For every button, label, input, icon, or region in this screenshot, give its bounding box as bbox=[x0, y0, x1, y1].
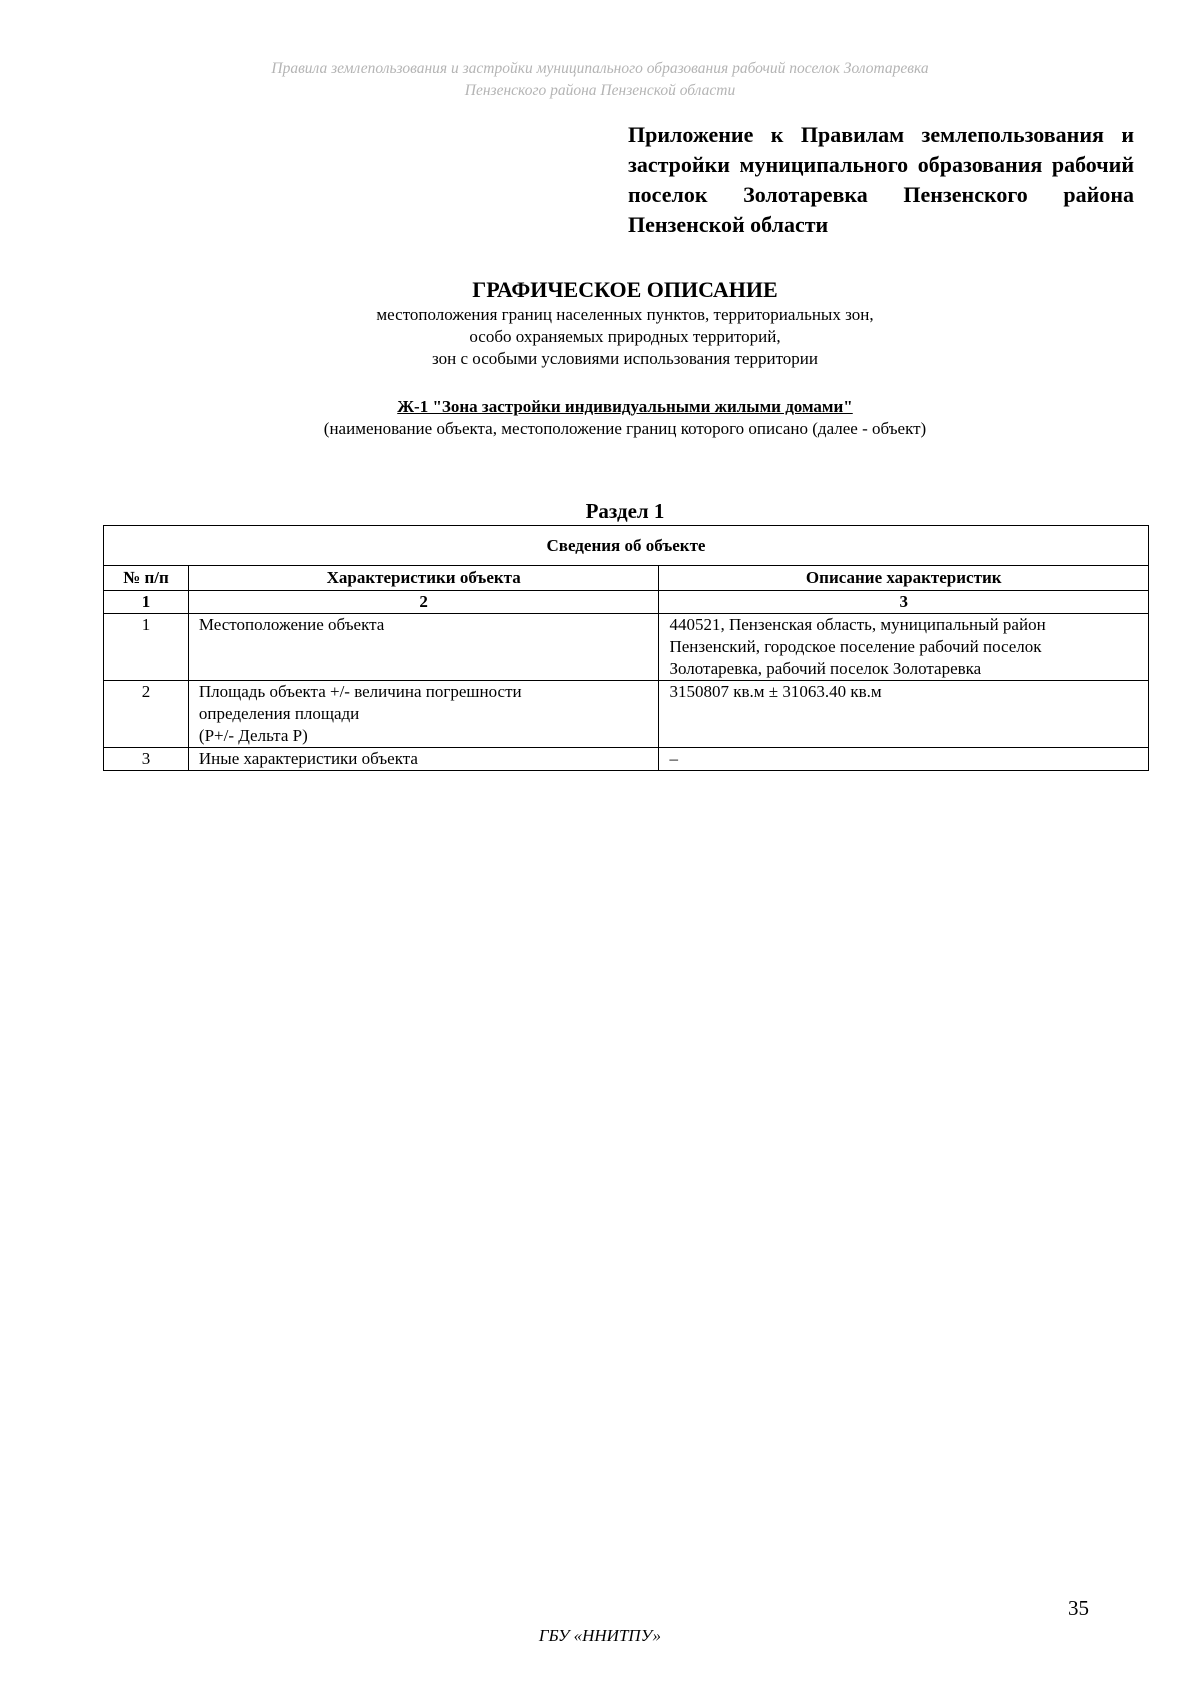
title-block bbox=[0, 276, 1200, 370]
running-header-line-1: Правила землепользования и застройки муниципального образования рабочий поселок Золотаревка bbox=[271, 60, 929, 77]
table-header-row bbox=[104, 566, 1149, 591]
table-column-number-row bbox=[104, 591, 1149, 614]
table-row bbox=[104, 681, 1149, 748]
characteristic-line: Площадь объекта +/- величина погрешности bbox=[198, 682, 522, 701]
characteristic-line: (P+/- Дельта P) bbox=[198, 726, 308, 745]
description-line: 3150807 кв.м ± 31063.40 кв.м bbox=[669, 682, 882, 701]
subtitle-line-3: зон с особыми условиями использования территории bbox=[432, 349, 818, 368]
object-note: (наименование объекта, местоположение границ которого описано (далее - объект) bbox=[323, 419, 927, 438]
column-number-1: 1 bbox=[104, 591, 189, 614]
table-caption: Сведения об объекте bbox=[104, 526, 1149, 566]
footer-organization: ГБУ «ННИТПУ» bbox=[538, 1626, 662, 1645]
section-title: Раздел 1 bbox=[585, 499, 665, 523]
table-row bbox=[104, 614, 1149, 681]
object-block bbox=[0, 396, 1200, 440]
header-cell-description: Описание характеристик bbox=[659, 566, 1149, 591]
subtitle-line-2: особо охраняемых природных территорий, bbox=[469, 327, 781, 346]
characteristic-line: определения площади bbox=[198, 704, 360, 723]
running-header bbox=[0, 58, 1200, 102]
row-characteristic bbox=[188, 614, 659, 681]
header-cell-characteristic: Характеристики объекта bbox=[188, 566, 659, 591]
characteristic-line: Иные характеристики объекта bbox=[198, 749, 418, 768]
row-number: 2 bbox=[104, 681, 189, 748]
running-header-line-2: Пензенского района Пензенской области bbox=[464, 82, 736, 99]
description-line: – bbox=[669, 749, 678, 768]
table-row bbox=[104, 748, 1149, 771]
row-description bbox=[659, 614, 1149, 681]
object-info-table bbox=[103, 525, 1149, 771]
row-description bbox=[659, 748, 1149, 771]
header-cell-number: № п/п bbox=[104, 566, 189, 591]
row-characteristic bbox=[188, 681, 659, 748]
page-number: 35 bbox=[1068, 1596, 1089, 1620]
appendix-note: Приложение к Правилам землепользования и застройки муниципального образования рабочий поселок Золотаревка Пензенского района Пензенской области bbox=[628, 122, 1134, 237]
description-line: Пензенский, городское поселение рабочий поселок bbox=[669, 637, 1042, 656]
column-number-3: 3 bbox=[659, 591, 1149, 614]
document-title: ГРАФИЧЕСКОЕ ОПИСАНИЕ bbox=[472, 277, 778, 302]
row-description bbox=[659, 681, 1149, 748]
table-caption-row bbox=[104, 526, 1149, 566]
row-number: 1 bbox=[104, 614, 189, 681]
row-number: 3 bbox=[104, 748, 189, 771]
column-number-2: 2 bbox=[188, 591, 659, 614]
row-characteristic bbox=[188, 748, 659, 771]
description-line: Золотаревка, рабочий поселок Золотаревка bbox=[669, 659, 982, 678]
characteristic-line: Местоположение объекта bbox=[198, 615, 385, 634]
description-line: 440521, Пензенская область, муниципальный район bbox=[669, 615, 1046, 634]
object-name: Ж-1 "Зона застройки индивидуальными жилыми домами" bbox=[397, 397, 853, 416]
subtitle-line-1: местоположения границ населенных пунктов, территориальных зон, bbox=[376, 305, 874, 324]
